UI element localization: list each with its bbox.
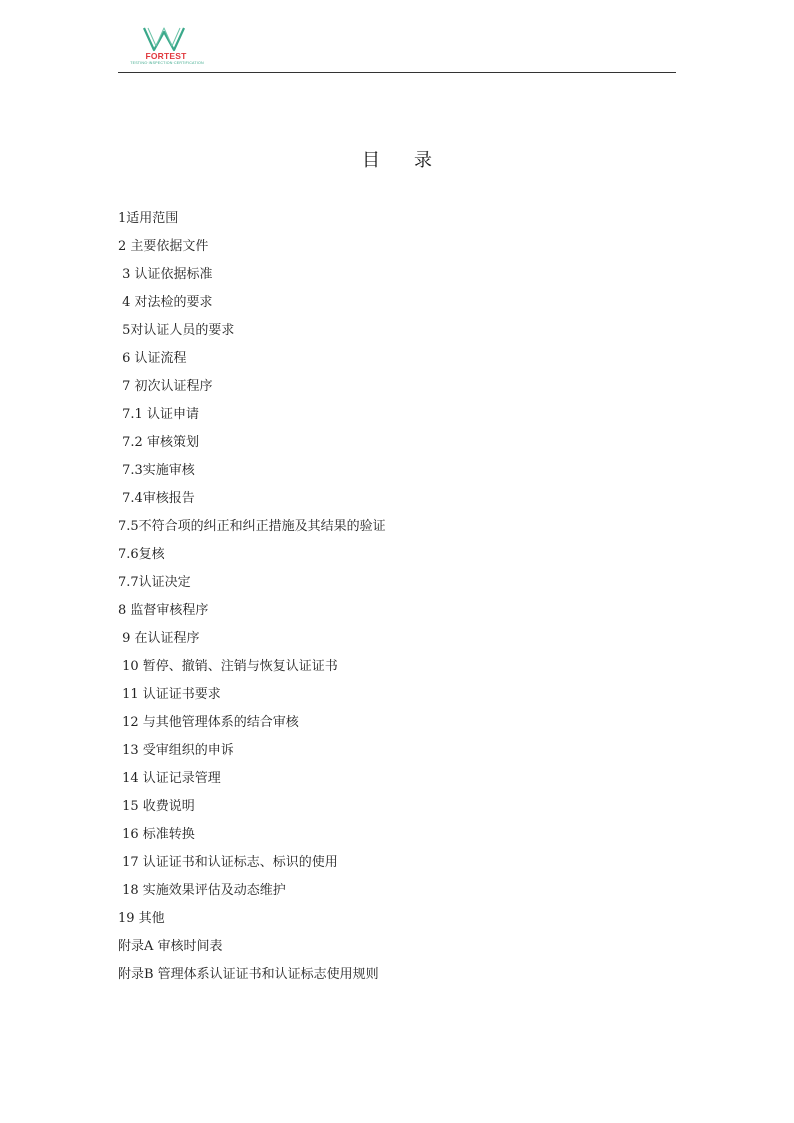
fortest-logo bbox=[122, 26, 210, 68]
fortest-logo-mark-icon bbox=[142, 26, 186, 52]
toc-item[interactable]: 7.3实施审核 bbox=[118, 463, 195, 478]
toc-item[interactable]: 1适用范围 bbox=[118, 211, 179, 226]
toc-item[interactable]: 7.1 认证申请 bbox=[118, 407, 199, 422]
toc-item[interactable]: 15 收费说明 bbox=[118, 799, 195, 814]
toc-item[interactable]: 7.2 审核策划 bbox=[118, 435, 199, 450]
toc-item[interactable]: 7.7认证决定 bbox=[118, 575, 191, 590]
logo-name: FORTEST bbox=[145, 51, 187, 61]
toc-item[interactable]: 6 认证流程 bbox=[118, 351, 187, 366]
toc-item[interactable]: 8 监督审核程序 bbox=[118, 603, 209, 618]
toc-item[interactable]: 5对认证人员的要求 bbox=[118, 323, 235, 338]
toc-item[interactable]: 7.4审核报告 bbox=[118, 491, 195, 506]
toc-item[interactable]: 13 受审组织的申诉 bbox=[118, 743, 234, 758]
toc-item[interactable]: 3 认证依据标准 bbox=[118, 267, 213, 282]
toc-item[interactable]: 9 在认证程序 bbox=[118, 631, 200, 646]
toc-list bbox=[118, 209, 678, 993]
toc-item[interactable]: 10 暂停、撤销、注销与恢复认证证书 bbox=[118, 659, 338, 674]
toc-item[interactable]: 4 对法检的要求 bbox=[118, 295, 213, 310]
page-header bbox=[118, 24, 676, 73]
toc-item[interactable]: 19 其他 bbox=[118, 911, 165, 926]
toc-item[interactable]: 12 与其他管理体系的结合审核 bbox=[118, 715, 299, 730]
logo-subtitle: TESTING·INSPECTION·CERTIFICATION bbox=[130, 61, 204, 65]
toc-item[interactable]: 附录A 审核时间表 bbox=[118, 939, 223, 954]
toc-item[interactable]: 18 实施效果评估及动态维护 bbox=[118, 883, 286, 898]
toc-item[interactable]: 16 标准转换 bbox=[118, 827, 195, 842]
toc-item[interactable]: 附录B 管理体系认证证书和认证标志使用规则 bbox=[118, 967, 379, 982]
toc-item[interactable]: 7.5不符合项的纠正和纠正措施及其结果的验证 bbox=[118, 519, 386, 534]
toc-item[interactable]: 7.6复核 bbox=[118, 547, 165, 562]
toc-item[interactable]: 17 认证证书和认证标志、标识的使用 bbox=[118, 855, 338, 870]
toc-item[interactable]: 7 初次认证程序 bbox=[118, 379, 213, 394]
toc-title: 目录 bbox=[362, 150, 466, 171]
toc-item[interactable]: 2 主要依据文件 bbox=[118, 239, 209, 254]
toc-item[interactable]: 11 认证证书要求 bbox=[118, 687, 221, 702]
toc-item[interactable]: 14 认证记录管理 bbox=[118, 771, 221, 786]
